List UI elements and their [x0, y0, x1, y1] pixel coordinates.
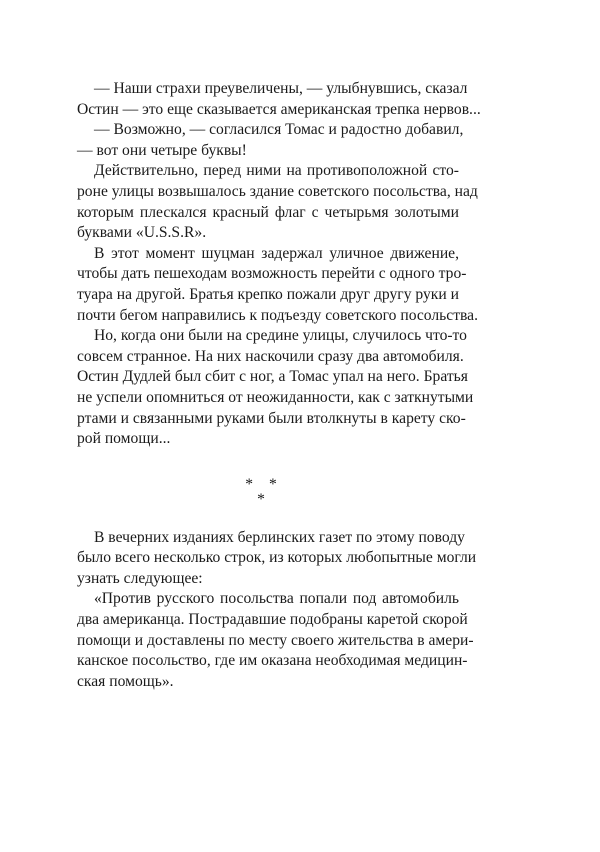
- text-line: чтобы дать пешеходам возможность перейти с одного тро-: [77, 265, 467, 283]
- text-line: Остин — это еще сказывается американская трепка нервов...: [77, 100, 481, 118]
- text-line: почти бегом направились к подъезду советского посольства.: [77, 306, 479, 324]
- text-line: не успели опомниться от неожиданности, как с заткнутыми: [77, 388, 474, 406]
- text-line: В вечерних изданиях берлинских газет по этому поводу: [94, 528, 465, 546]
- text-line: роне улицы возвышалось здание советского посольства, над: [77, 182, 478, 200]
- text-line: Остин Дудлей был сбит с ног, а Томас упал на него. Братья: [77, 368, 468, 386]
- section-gap: [77, 450, 459, 474]
- section-separator: [77, 474, 459, 528]
- text-line: — Наши страхи преувеличены, — улыбнувшись, сказал: [94, 80, 468, 97]
- text-line: два американца. Пострадавшие подобраны каретой скорой: [77, 611, 468, 629]
- text-line: узнать следующее:: [77, 569, 203, 587]
- text-line: рой помощи...: [77, 430, 171, 448]
- page-body: [77, 79, 481, 692]
- text-line: В этот момент шуцман задержал уличное движение,: [94, 244, 459, 262]
- paragraph-4: [77, 244, 479, 326]
- text-line: было всего несколько строк, из которых любопытные могли: [77, 549, 477, 567]
- text-line: буквами «U.S.S.R».: [77, 224, 207, 242]
- paragraph-5: [77, 326, 474, 450]
- paragraph-7: [77, 589, 474, 692]
- separator-stars-top: * *: [245, 475, 283, 493]
- text-line: туара на другой. Братья крепко пожали друг другу руки и: [77, 285, 459, 303]
- text-line: ская помощь».: [77, 672, 174, 690]
- text-line: Действительно, перед ними на противоположной сто-: [94, 162, 459, 180]
- text-line: канское посольство, где им оказана необходимая медицин-: [77, 652, 468, 670]
- text-line: помощи и доставлены по месту своего жительства в амери-: [77, 631, 474, 649]
- text-line: ртами и связанными руками были втолкнуты в карету ско-: [77, 409, 466, 427]
- text-line: — Возможно, — согласился Томас и радостно добавил,: [94, 121, 464, 139]
- paragraph-3: [77, 161, 478, 243]
- text-line: «Против русского посольства попали под автомобиль: [94, 590, 459, 608]
- text-line: совсем странное. На них наскочили сразу два автомобиля.: [77, 347, 464, 365]
- text-line: которым плескался красный флаг с четырьмя золотыми: [77, 203, 459, 221]
- paragraph-6: [77, 528, 477, 590]
- separator-stars-bottom: *: [257, 490, 271, 508]
- text-line: — вот они четыре буквы!: [77, 141, 247, 159]
- paragraph-1: [77, 79, 481, 120]
- paragraph-2: [77, 120, 464, 161]
- text-line: Но, когда они были на средине улицы, случилось что-то: [94, 327, 467, 345]
